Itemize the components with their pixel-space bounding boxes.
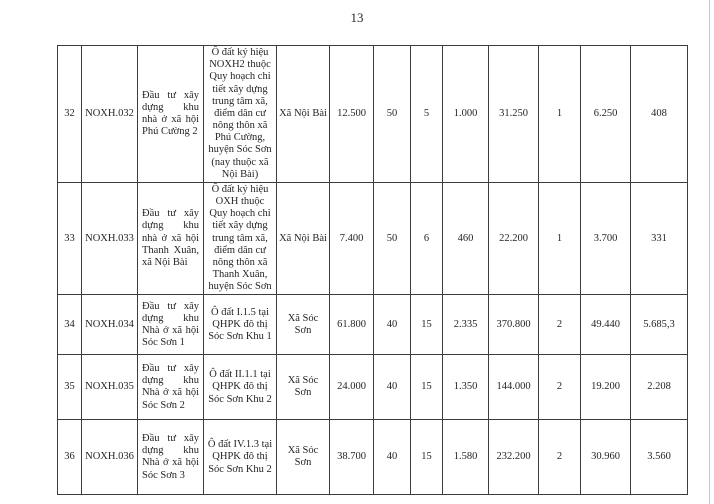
cell-value: 5.685,3 [631, 295, 688, 355]
cell-value: 22.200 [489, 182, 539, 295]
cell-value: 49.440 [581, 295, 631, 355]
cell-value: 6.250 [581, 46, 631, 183]
cell-plot: Ô đất II.1.1 tại QHPK đô thị Sóc Sơn Khu 2 [204, 355, 277, 420]
cell-name: Đầu tư xây dựng khu Nhà ở xã hội Sóc Sơn 2 [138, 355, 204, 420]
cell-value: 1.000 [443, 46, 489, 183]
cell-stt: 35 [58, 355, 82, 420]
cell-value: 38.700 [330, 420, 374, 495]
table-row [58, 46, 688, 183]
cell-value: 31.250 [489, 46, 539, 183]
cell-value: 24.000 [330, 355, 374, 420]
cell-value: 40 [374, 355, 411, 420]
cell-commune: Xã Nội Bài [277, 46, 330, 183]
cell-value: 408 [631, 46, 688, 183]
cell-name: Đầu tư xây dựng khu nhà ở xã hội Thanh Xuân, xã Nội Bài [138, 182, 204, 295]
cell-value: 50 [374, 182, 411, 295]
cell-code: NOXH.032 [82, 46, 138, 183]
cell-commune: Xã Nội Bài [277, 182, 330, 295]
cell-value: 1.580 [443, 420, 489, 495]
table-row [58, 420, 688, 495]
cell-value: 232.200 [489, 420, 539, 495]
cell-plot: Ô đất ký hiệu OXH thuộc Quy hoạch chi tiết xây dựng trung tâm xã, điểm dân cư nông thôn xã Thanh Xuân, huyện Sóc Sơn [204, 182, 277, 295]
cell-value: 3.700 [581, 182, 631, 295]
cell-code: NOXH.033 [82, 182, 138, 295]
cell-value: 40 [374, 420, 411, 495]
cell-value: 19.200 [581, 355, 631, 420]
cell-plot: Ô đất IV.1.3 tại QHPK đô thị Sóc Sơn Khu 2 [204, 420, 277, 495]
cell-commune: Xã Sóc Sơn [277, 295, 330, 355]
cell-value: 61.800 [330, 295, 374, 355]
cell-name: Đầu tư xây dựng khu Nhà ở xã hội Sóc Sơn 3 [138, 420, 204, 495]
cell-value: 1 [539, 46, 581, 183]
table-row [58, 355, 688, 420]
cell-value: 6 [411, 182, 443, 295]
cell-stt: 36 [58, 420, 82, 495]
cell-code: NOXH.036 [82, 420, 138, 495]
cell-value: 2 [539, 295, 581, 355]
cell-stt: 33 [58, 182, 82, 295]
cell-stt: 32 [58, 46, 82, 183]
cell-value: 3.560 [631, 420, 688, 495]
cell-commune: Xã Sóc Sơn [277, 355, 330, 420]
cell-value: 15 [411, 295, 443, 355]
cell-value: 40 [374, 295, 411, 355]
cell-stt: 34 [58, 295, 82, 355]
cell-value: 5 [411, 46, 443, 183]
cell-value: 7.400 [330, 182, 374, 295]
cell-value: 1.350 [443, 355, 489, 420]
cell-value: 144.000 [489, 355, 539, 420]
cell-code: NOXH.034 [82, 295, 138, 355]
cell-value: 370.800 [489, 295, 539, 355]
cell-value: 12.500 [330, 46, 374, 183]
cell-value: 1 [539, 182, 581, 295]
cell-name: Đầu tư xây dựng khu Nhà ở xã hội Sóc Sơn 1 [138, 295, 204, 355]
cell-value: 331 [631, 182, 688, 295]
page-edge-line [709, 0, 710, 504]
social-housing-projects-table [57, 45, 688, 495]
table-body [58, 46, 688, 495]
cell-plot: Ô đất ký hiệu NOXH2 thuộc Quy hoạch chi tiết xây dựng trung tâm xã, điểm dân cư nông thôn xã Phú Cường, huyện Sóc Sơn (nay thuộc xã Nội Bài) [204, 46, 277, 183]
table-row [58, 295, 688, 355]
cell-value: 2 [539, 355, 581, 420]
table-row [58, 182, 688, 295]
cell-value: 2.335 [443, 295, 489, 355]
cell-value: 2.208 [631, 355, 688, 420]
cell-value: 2 [539, 420, 581, 495]
cell-name: Đầu tư xây dựng khu nhà ở xã hội Phú Cường 2 [138, 46, 204, 183]
cell-plot: Ô đất I.1.5 tại QHPK đô thị Sóc Sơn Khu 1 [204, 295, 277, 355]
cell-value: 50 [374, 46, 411, 183]
cell-value: 30.960 [581, 420, 631, 495]
cell-value: 460 [443, 182, 489, 295]
cell-value: 15 [411, 355, 443, 420]
cell-value: 15 [411, 420, 443, 495]
cell-code: NOXH.035 [82, 355, 138, 420]
page-number: 13 [350, 10, 364, 25]
cell-commune: Xã Sóc Sơn [277, 420, 330, 495]
